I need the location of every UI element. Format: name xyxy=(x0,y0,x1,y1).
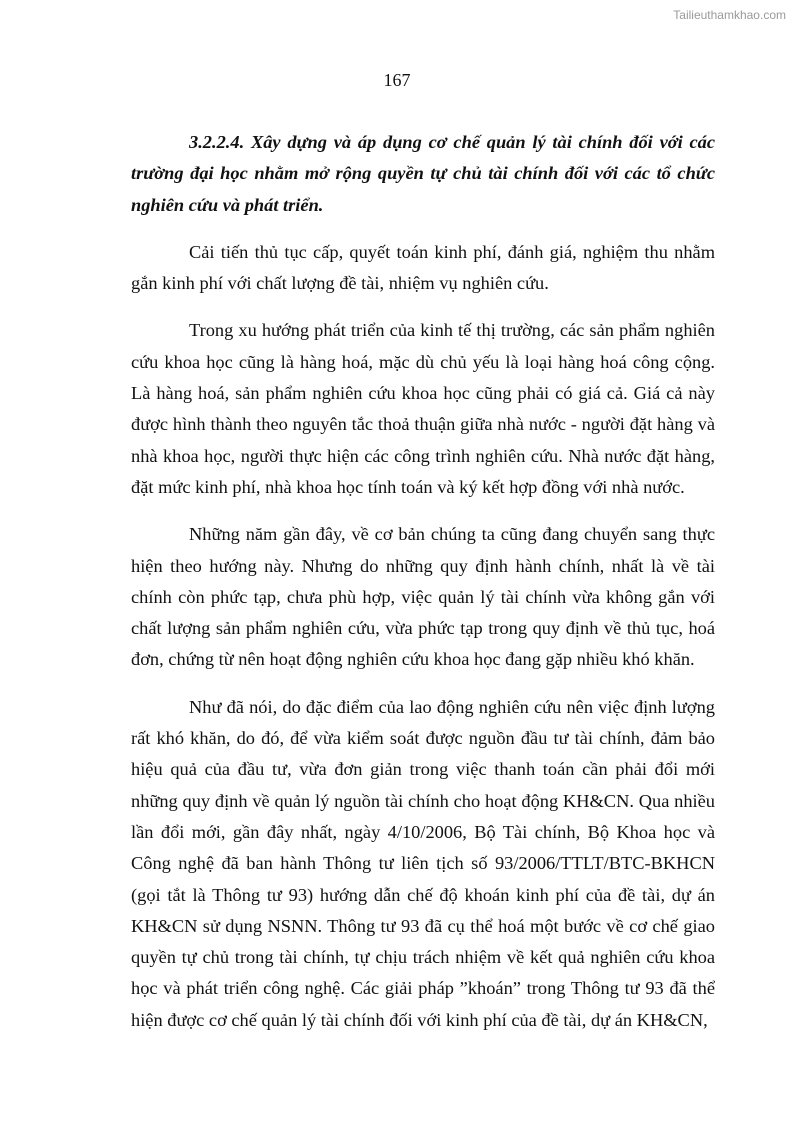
paragraph: Trong xu hướng phát triển của kinh tế thị trường, các sản phẩm nghiên cứu khoa học cũng là hàng hoá, mặc dù chủ yếu là loại hàng hoá công cộng. Là hàng hoá, sản phẩm nghiên cứu khoa học cũng phải có giá cả. Giá cả này được hình thành theo nguyên tắc thoả thuận giữa nhà nước - người đặt hàng và nhà khoa học, người thực hiện các công trình nghiên cứu. Nhà nước đặt hàng, đặt mức kinh phí, nhà khoa học tính toán và ký kết hợp đồng với nhà nước. xyxy=(131,320,715,497)
paragraph: Những năm gần đây, về cơ bản chúng ta cũng đang chuyển sang thực hiện theo hướng này. Nhưng do những quy định hành chính, nhất là về tài chính còn phức tạp, chưa phù hợp, việc quản lý tài chính vừa không gắn với chất lượng sản phẩm nghiên cứu, vừa phức tạp trong quy định về thủ tục, hoá đơn, chứng từ nên hoạt động nghiên cứu khoa học đang gặp nhiều khó khăn. xyxy=(131,524,715,670)
watermark: Tailieuthamkhao.com xyxy=(673,8,786,22)
section-heading: 3.2.2.4. Xây dựng và áp dụng cơ chế quản lý tài chính đối với các trường đại học nhằm mở rộng quyền tự chủ tài chính đối với các tổ chức nghiên cứu và phát triển. xyxy=(131,132,715,215)
paragraph: Như đã nói, do đặc điểm của lao động nghiên cứu nên việc định lượng rất khó khăn, do đó, để vừa kiểm soát được nguồn đầu tư tài chính, đảm bảo hiệu quả của đầu tư, vừa đơn giản trong việc thanh toán cần phải đổi mới những quy định về quản lý nguồn tài chính cho hoạt động KH&CN. Qua nhiều lần đổi mới, gần đây nhất, ngày 4/10/2006, Bộ Tài chính, Bộ Khoa học và Công nghệ đã ban hành Thông tư liên tịch số 93/2006/TTLT/BTC-BKHCN (gọi tắt là Thông tư 93) hướng dẫn chế độ khoán kinh phí của đề tài, dự án KH&CN sử dụng NSNN. Thông tư 93 đã cụ thể hoá một bước về cơ chế giao quyền tự chủ trong tài chính, tự chịu trách nhiệm về kết quả nghiên cứu khoa học và phát triển công nghệ. Các giải pháp ”khoán” trong Thông tư 93 đã thể hiện được cơ chế quản lý tài chính đối với kinh phí của đề tài, dự án KH&CN, xyxy=(131,696,715,1030)
document-body xyxy=(131,127,715,1052)
page-number: 167 xyxy=(383,70,411,90)
paragraph: Cải tiến thủ tục cấp, quyết toán kinh phí, đánh giá, nghiệm thu nhằm gắn kinh phí với chất lượng đề tài, nhiệm vụ nghiên cứu. xyxy=(131,241,715,294)
